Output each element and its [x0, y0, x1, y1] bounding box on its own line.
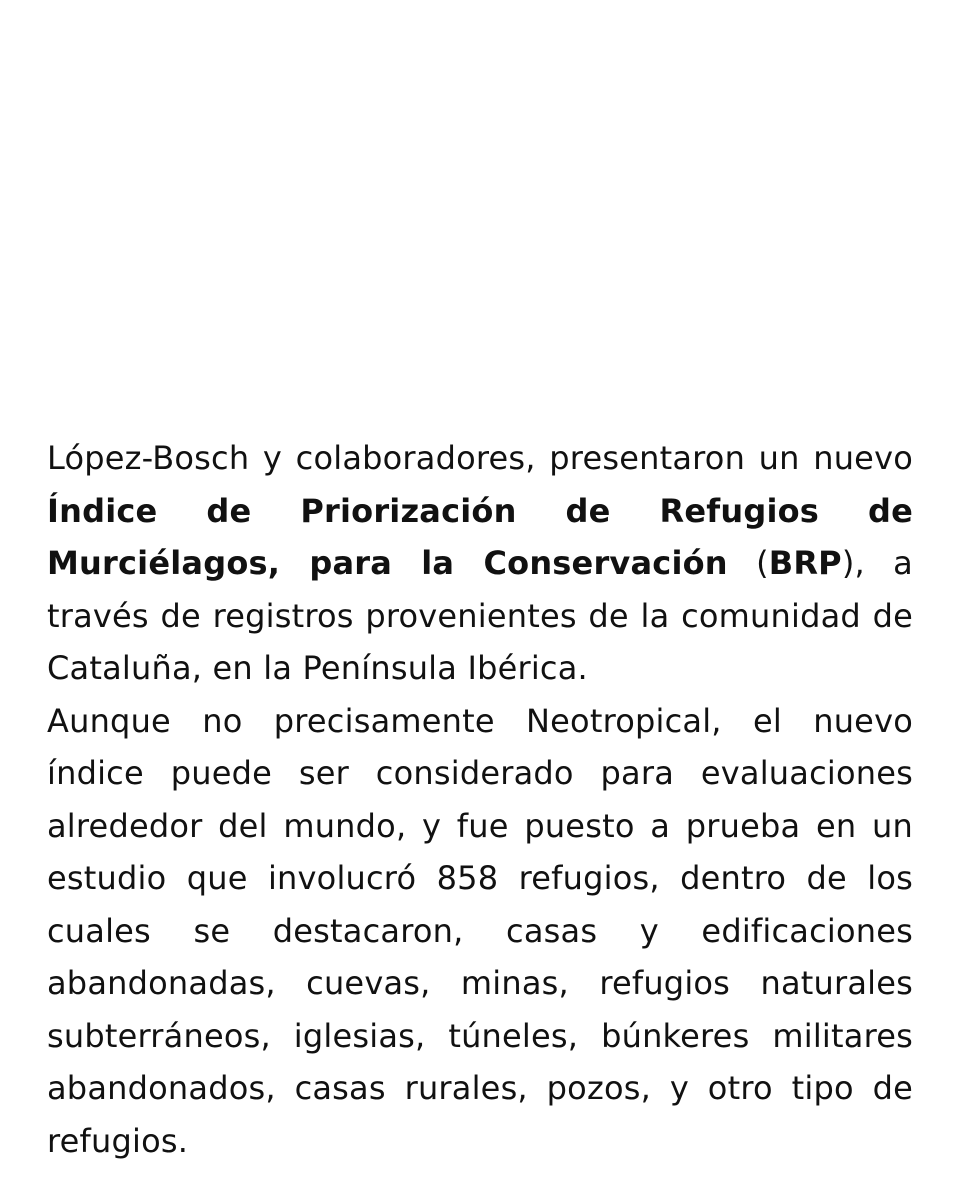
intro-tail-text: ), a través de registros provenientes de la comunidad de Cataluña, en la Península Ibérica. — [47, 544, 913, 687]
brp-acronym-bold: BRP — [768, 544, 842, 582]
paragraph-intro — [47, 432, 913, 695]
intro-lead-text: López-Bosch y colaboradores, presentaron un nuevo — [47, 439, 913, 477]
article-body — [47, 432, 913, 1167]
paragraph-study: Aunque no precisamente Neotropical, el nuevo índice puede ser considerado para evaluaciones alrededor del mundo, y fue puesto a prueba en un estudio que involucró 858 refugios, dentro de los cuales se destacaron, casas y edificaciones abandonadas, cuevas, minas, refugios naturales subterráneos, iglesias, túneles, búnkeres militares abandonados, casas rurales, pozos, y otro tipo de refugios. — [47, 701, 913, 1160]
index-title-bold: Índice de Priorización de Refugios de Murciélagos, para la Conservación — [47, 491, 913, 582]
open-paren-text: ( — [727, 544, 769, 582]
